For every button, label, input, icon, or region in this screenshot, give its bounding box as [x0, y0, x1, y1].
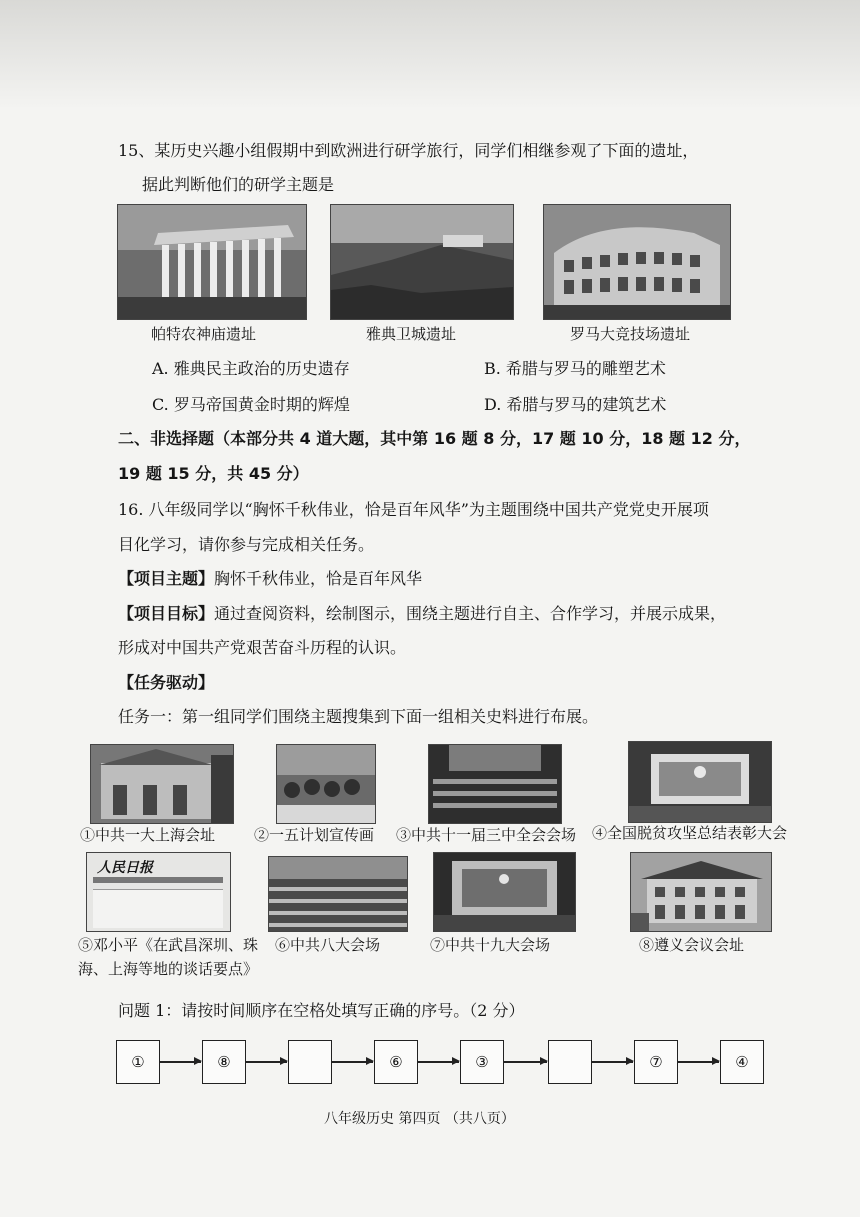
newspaper-masthead: 人民日报 — [97, 860, 153, 876]
newspaper-headline-bar — [93, 877, 223, 883]
sequence-box-2: ⑧ — [202, 1040, 246, 1084]
sequence-arrow-2 — [245, 1061, 287, 1063]
photo-nineteenth-congress-hall — [433, 852, 576, 932]
sequence-box-8: ④ — [720, 1040, 764, 1084]
page-footer: 八年级历史 第四页 （共八页） — [324, 1111, 515, 1127]
caption-parthenon: 帕特农神庙遗址 — [151, 325, 257, 343]
caption-eighth-congress: ⑥中共八大会场 — [275, 936, 381, 954]
caption-acropolis: 雅典卫城遗址 — [366, 325, 457, 343]
newspaper-body — [93, 889, 223, 928]
sequence-box-blank-1[interactable] — [288, 1040, 332, 1084]
q15-stem-line2: 据此判断他们的研学主题是 — [142, 175, 335, 194]
section2-heading-line2: 19 题 15 分，共 45 分） — [118, 464, 309, 483]
q15-option-a: A. 雅典民主政治的历史遗存 — [152, 359, 350, 378]
photo-poverty-alleviation-conference — [628, 741, 772, 823]
photo-eighth-congress-hall — [268, 856, 408, 932]
caption-deng-talk-line2: 海、上海等地的谈话要点》 — [78, 960, 259, 978]
caption-colosseum: 罗马大竞技场遗址 — [570, 325, 691, 343]
sequence-box-5: ③ — [460, 1040, 504, 1084]
caption-nineteenth-congress: ⑦中共十九大会场 — [430, 936, 551, 954]
colosseum-photo — [543, 204, 731, 320]
q16-intro-line1: 16. 八年级同学以“胸怀千秋伟业，恰是百年风华”为主题围绕中国共产党党史开展项 — [118, 500, 709, 519]
caption-five-year-plan: ②一五计划宣传画 — [254, 826, 375, 844]
photo-peoples-daily-newspaper — [86, 852, 231, 932]
sequence-arrow-4 — [417, 1061, 459, 1063]
task-drive-label: 【任务驱动】 — [118, 673, 215, 692]
caption-zunyi-meeting: ⑧遵义会议会址 — [639, 936, 745, 954]
photo-five-year-plan-poster — [276, 744, 376, 824]
photo-first-congress-site — [90, 744, 234, 824]
acropolis-photo — [330, 204, 514, 320]
project-theme-label: 【项目主题】 — [118, 569, 215, 588]
question1-text: 问题 1：请按时间顺序在空格处填写正确的序号。（2 分） — [118, 1001, 525, 1020]
sequence-box-blank-2[interactable] — [548, 1040, 592, 1084]
sequence-arrow-6 — [591, 1061, 633, 1063]
scan-shadow — [0, 0, 860, 110]
project-goal-line2: 形成对中国共产党艰苦奋斗历程的认识。 — [118, 638, 407, 657]
sequence-box-4: ⑥ — [374, 1040, 418, 1084]
project-goal — [118, 603, 726, 625]
q15-stem-line1: 15、某历史兴趣小组假期中到欧洲进行研学旅行，同学们相继参观了下面的遗址， — [118, 141, 699, 160]
q15-option-b: B. 希腊与罗马的雕塑艺术 — [484, 359, 666, 378]
project-theme-text: 胸怀千秋伟业，恰是百年风华 — [214, 569, 423, 588]
photo-zunyi-meeting-site — [630, 852, 772, 932]
q15-option-c: C. 罗马帝国黄金时期的辉煌 — [152, 395, 350, 414]
task1-text: 任务一：第一组同学们围绕主题搜集到下面一组相关史料进行布展。 — [118, 707, 599, 726]
q15-option-d: D. 希腊与罗马的建筑艺术 — [484, 395, 667, 414]
caption-deng-talk-line1: ⑤邓小平《在武昌深圳、珠 — [78, 936, 259, 954]
q16-intro-line2: 目化学习，请你参与完成相关任务。 — [118, 535, 375, 554]
parthenon-photo — [117, 204, 307, 320]
project-goal-label: 【项目目标】 — [118, 604, 215, 623]
sequence-arrow-7 — [677, 1061, 719, 1063]
sequence-arrow-3 — [331, 1061, 373, 1063]
sequence-arrow-1 — [159, 1061, 201, 1063]
photo-third-plenum-hall — [428, 744, 562, 824]
caption-third-plenum: ③中共十一届三中全会会场 — [396, 826, 577, 844]
caption-first-congress-site: ①中共一大上海会址 — [80, 826, 216, 844]
project-goal-text: 通过查阅资料，绘制图示，围绕主题进行自主、合作学习，并展示成果， — [214, 604, 727, 623]
section2-heading-line1: 二、非选择题（本部分共 4 道大题，其中第 16 题 8 分，17 题 10 分，18 题 12 分， — [118, 429, 751, 448]
caption-poverty-conference: ④全国脱贫攻坚总结表彰大会 — [592, 824, 788, 842]
sequence-arrow-5 — [503, 1061, 547, 1063]
sequence-box-7: ⑦ — [634, 1040, 678, 1084]
project-theme — [118, 568, 422, 590]
sequence-box-1: ① — [116, 1040, 160, 1084]
